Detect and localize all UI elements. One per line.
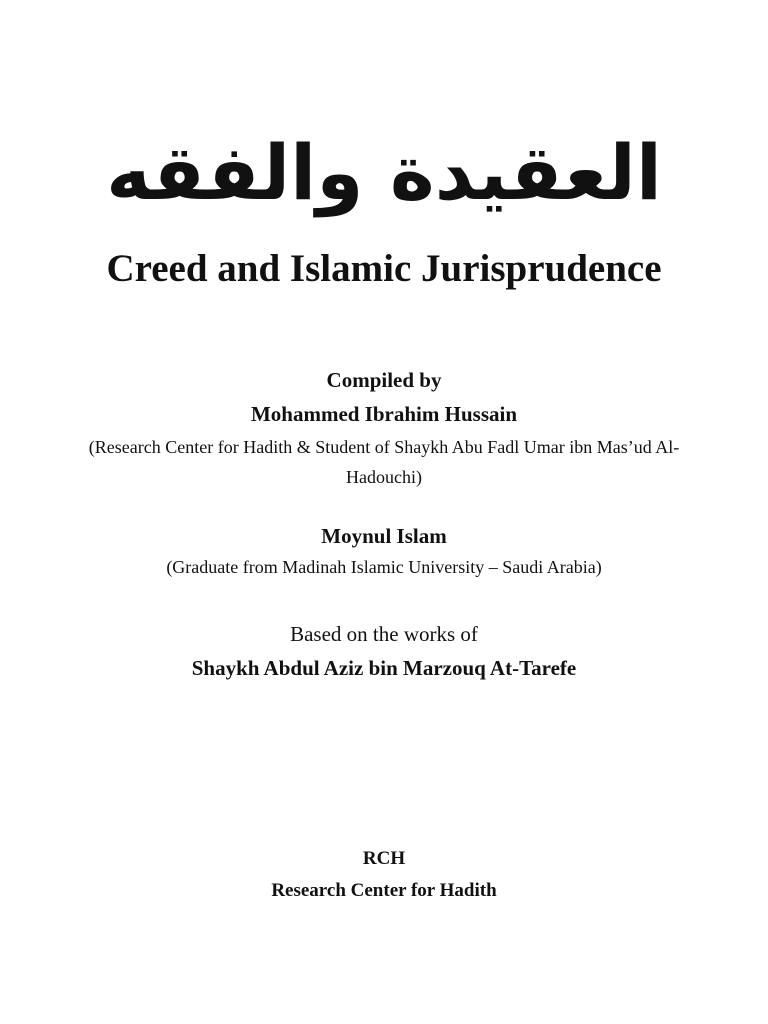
english-title: Creed and Islamic Jurisprudence [106, 247, 662, 290]
author-affiliation-secondary: (Graduate from Madinah Islamic University – Saudi Arabia) [166, 557, 602, 577]
based-on-author: Shaykh Abdul Aziz bin Marzouq At-Tarefe [191, 656, 577, 680]
author-affiliation-primary: (Research Center for Hadith & Student of Shaykh Abu Fadl Umar ibn Mas’ud Al-Hadouchi) [88, 437, 680, 487]
publisher-name: Research Center for Hadith [271, 880, 497, 901]
author-name-primary: Mohammed Ibrahim Hussain [250, 402, 518, 426]
compiled-by-label: Compiled by [326, 368, 442, 392]
based-on-label: Based on the works of [290, 622, 478, 646]
arabic-title: العقيدة والفقه [106, 128, 662, 217]
publisher-abbreviation: RCH [362, 848, 406, 869]
author-name-secondary: Moynul Islam [321, 524, 447, 548]
